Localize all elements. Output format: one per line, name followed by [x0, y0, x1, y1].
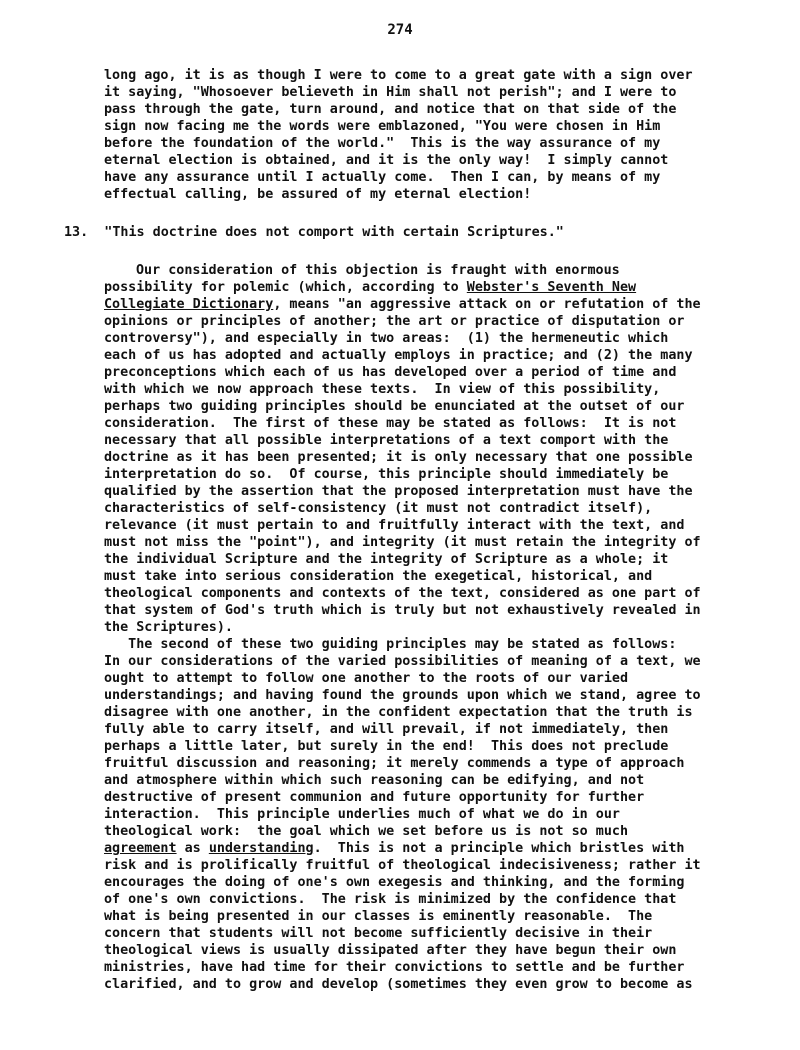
text-line: of one's own convictions. The risk is minimized by the confidence that: [104, 892, 677, 907]
text-line: risk and is prolifically fruitful of theological indecisiveness; rather it: [104, 858, 701, 873]
text-line: qualified by the assertion that the proposed interpretation must have the: [104, 484, 693, 499]
text-line: destructive of present communion and future opportunity for further: [104, 790, 645, 805]
text-line: theological work: the goal which we set before us is not so much: [104, 824, 629, 839]
text-line: each of us has adopted and actually employs in practice; and (2) the many: [104, 348, 693, 363]
text-line: consideration. The first of these may be stated as follows: It is not: [104, 416, 677, 431]
text-line: interpretation do so. Of course, this principle should immediately be: [104, 467, 669, 482]
text-line: possibility for polemic (which, according to Webster's Seventh New: [104, 280, 637, 295]
text-line: pass through the gate, turn around, and notice that on that side of the: [104, 102, 677, 117]
text-line: interaction. This principle underlies much of what we do in our: [104, 807, 620, 822]
text-line: ought to attempt to follow one another to the roots of our varied: [104, 671, 629, 686]
text-line: ministries, have had time for their convictions to settle and be further: [104, 960, 685, 975]
emphasis-agreement: agreement: [104, 841, 177, 856]
text-line: relevance (it must pertain to and fruitfully interact with the text, and: [104, 518, 685, 533]
text-line: concern that students will not become sufficiently decisive in their: [104, 926, 653, 941]
text-line: effectual calling, be assured of my eternal election!: [104, 187, 532, 202]
text-line: The second of these two guiding principles may be stated as follows:: [104, 637, 677, 652]
dictionary-title: Collegiate Dictionary: [104, 297, 274, 312]
text-line: long ago, it is as though I were to come to a great gate with a sign over: [104, 68, 693, 83]
text-line: that system of God's truth which is truly but not exhaustively revealed in: [104, 603, 701, 618]
dictionary-title: Webster's Seventh New: [466, 280, 637, 295]
text-line: fruitful discussion and reasoning; it merely commends a type of approach: [104, 756, 685, 771]
objection-heading: 13. "This doctrine does not comport with certain Scriptures.": [64, 225, 564, 240]
text-line: In our considerations of the varied possibilities of meaning of a text, we: [104, 654, 701, 669]
text-line: necessary that all possible interpretations of a text comport with the: [104, 433, 669, 448]
text-line: preconceptions which each of us has developed over a period of time and: [104, 365, 677, 380]
page-number: 274: [387, 22, 413, 38]
text-line: agreement as understanding. This is not a principle which bristles with: [104, 841, 685, 856]
text-line: controversy"), and especially in two areas: (1) the hermeneutic which: [104, 331, 669, 346]
text-line: Our consideration of this objection is fraught with enormous: [136, 263, 620, 278]
text-line: have any assurance until I actually come. Then I can, by means of my: [104, 170, 661, 185]
text-line: characteristics of self-consistency (it must not contradict itself),: [104, 501, 653, 516]
text-line: encourages the doing of one's own exegesis and thinking, and the forming: [104, 875, 685, 890]
text-line: the Scriptures).: [104, 620, 233, 635]
text-line: perhaps two guiding principles should be enunciated at the outset of our: [104, 399, 685, 414]
text-line: sign now facing me the words were emblazoned, "You were chosen in Him: [104, 119, 661, 134]
text-line: fully able to carry itself, and will prevail, if not immediately, then: [104, 722, 669, 737]
text-line: what is being presented in our classes is eminently reasonable. The: [104, 909, 653, 924]
text-line: theological views is usually dissipated after they have begun their own: [104, 943, 677, 958]
text-line: must not miss the "point"), and integrity (it must retain the integrity of: [104, 535, 701, 550]
text-line: Collegiate Dictionary, means "an aggressive attack on or refutation of the: [104, 297, 701, 312]
text-line: eternal election is obtained, and it is the only way! I simply cannot: [104, 153, 669, 168]
emphasis-understanding: understanding: [208, 841, 314, 856]
text-line: the individual Scripture and the integrity of Scripture as a whole; it: [104, 552, 669, 567]
text-line: understandings; and having found the grounds upon which we stand, agree to: [104, 688, 701, 703]
text-line: before the foundation of the world." This is the way assurance of my: [104, 136, 661, 151]
text-line: with which we now approach these texts. In view of this possibility,: [104, 382, 661, 397]
text-line: doctrine as it has been presented; it is only necessary that one possible: [104, 450, 693, 465]
text-line: disagree with one another, in the confident expectation that the truth is: [104, 705, 693, 720]
text-line: must take into serious consideration the exegetical, historical, and: [104, 569, 653, 584]
text-line: perhaps a little later, but surely in the end! This does not preclude: [104, 739, 669, 754]
text-line: and atmosphere within which such reasoning can be edifying, and not: [104, 773, 645, 788]
text-line: theological components and contexts of the text, considered as one part of: [104, 586, 701, 601]
text-line: clarified, and to grow and develop (sometimes they even grow to become as: [104, 977, 693, 992]
text-line: opinions or principles of another; the art or practice of disputation or: [104, 314, 685, 329]
text-line: it saying, "Whosoever believeth in Him shall not perish"; and I were to: [104, 85, 677, 100]
